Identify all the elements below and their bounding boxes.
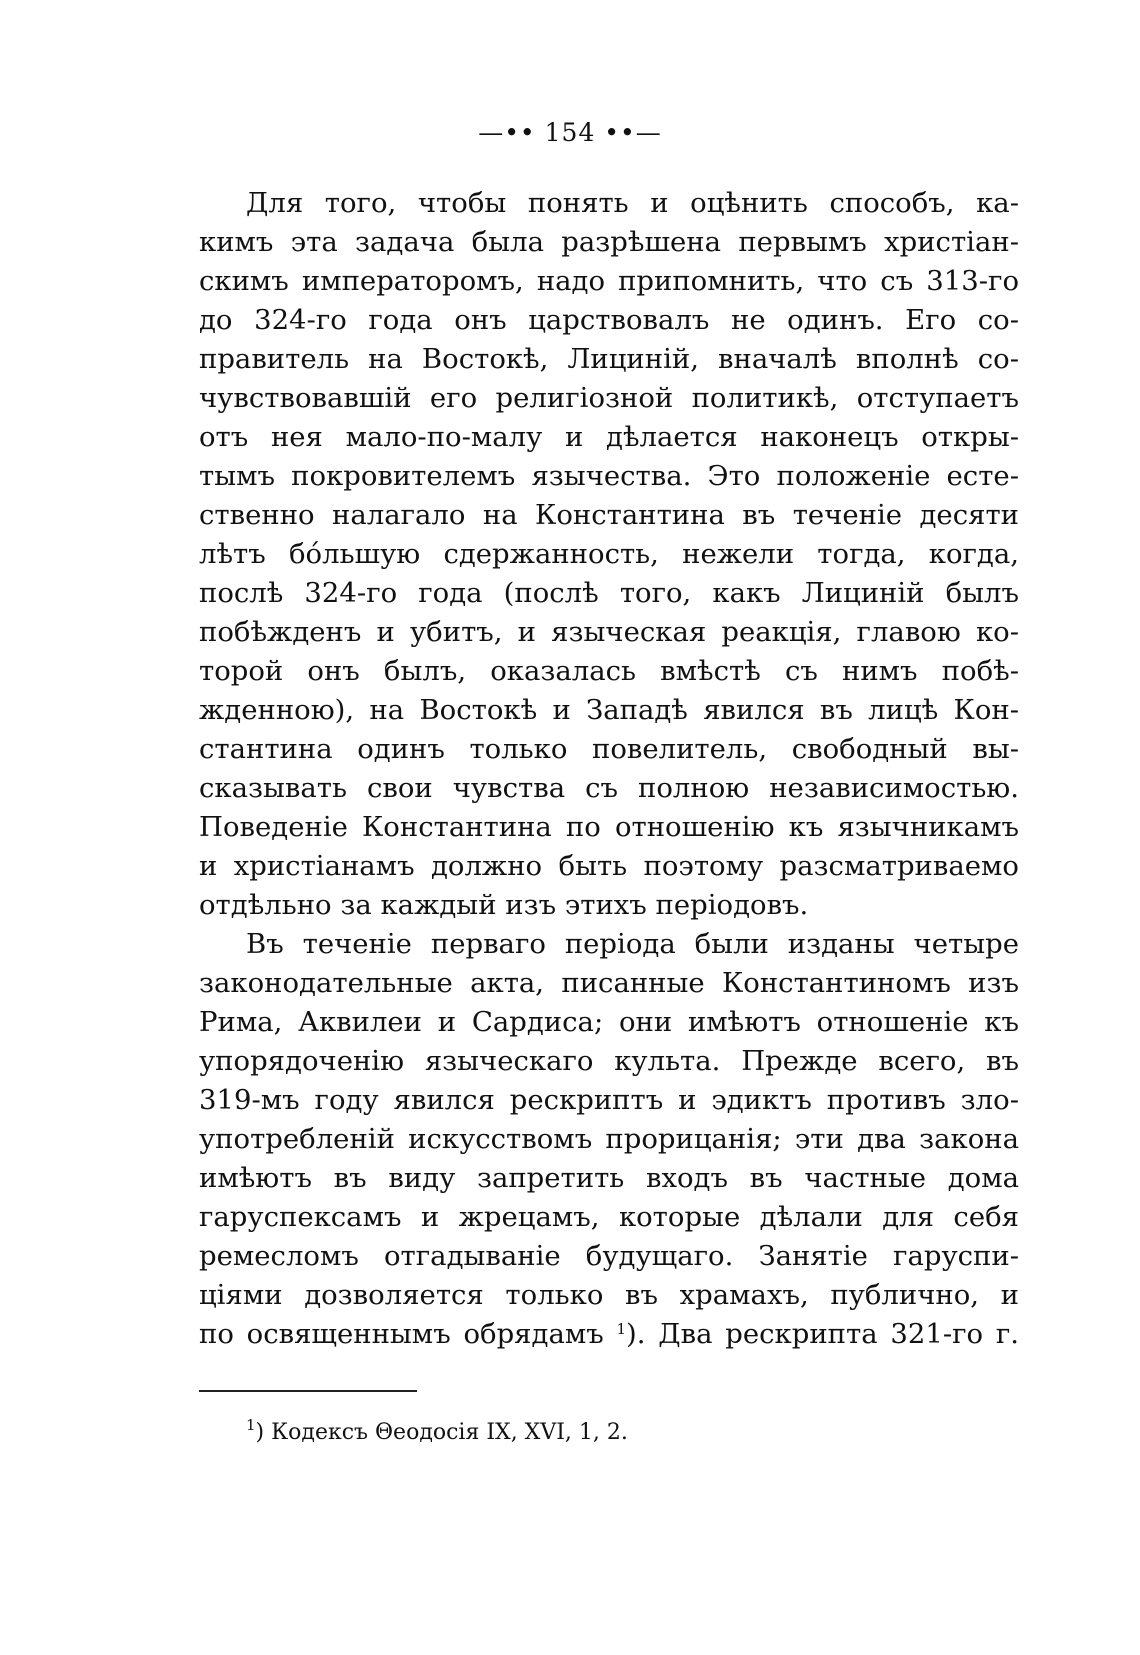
text-line: торой онъ былъ, оказалась вмѣстѣ съ нимъ побѣ- xyxy=(199,655,1019,687)
footnote-divider xyxy=(199,1390,417,1392)
main-text xyxy=(199,184,1019,1354)
footnote-text: ) Кодексъ Θеодосія IX, XVI, 1, 2. xyxy=(255,1420,628,1445)
text-line: Для того, чтобы понять и оцѣнить способъ, ка- xyxy=(246,187,1019,219)
text-line: отдѣльно за каждый изъ этихъ періодовъ. xyxy=(199,889,809,921)
text-line: Поведеніе Константина по отношенію къ язычникамъ xyxy=(199,811,1019,843)
text-line: кимъ эта задача была разрѣшена первымъ христіан- xyxy=(199,226,1019,258)
text-line: ственно налагало на Константина въ теченіе десяти xyxy=(199,499,1019,531)
text-line-with-footnote-ref xyxy=(199,1315,1019,1354)
text-line: стантина одинъ только повелитель, свободный вы- xyxy=(199,733,1019,765)
text-line: до 324-го года онъ царствовалъ не одинъ. Его со- xyxy=(199,304,1019,336)
footnote-reference[interactable]: 1 xyxy=(616,1320,627,1338)
text-line: 319-мъ году явился рескриптъ и эдиктъ противъ зло- xyxy=(199,1084,1019,1116)
text-line: ремесломъ отгадываніе будущаго. Занятіе гаруспи- xyxy=(199,1240,1019,1272)
text-line: послѣ 324-го года (послѣ того, какъ Лициній былъ xyxy=(199,577,1019,609)
text-line: Въ теченіе перваго періода были изданы четыре xyxy=(246,928,1019,960)
footnote xyxy=(246,1418,628,1448)
text-line: побѣжденъ и убитъ, и языческая реакція, главою ко- xyxy=(199,616,1019,648)
text-line: чувствовавшій его религіозной политикѣ, отступаетъ xyxy=(199,382,1019,414)
page-number: —•• 154 ••— xyxy=(478,118,662,147)
text-segment: ). Два рескрипта 321-го г. xyxy=(626,1318,1019,1350)
text-line: и христіанамъ должно быть поэтому разсматриваемо xyxy=(199,850,1019,882)
text-line: употребленій искусствомъ прорицанія; эти два закона xyxy=(199,1123,1019,1155)
text-line: правитель на Востокѣ, Лициній, вначалѣ вполнѣ со- xyxy=(199,343,1019,375)
text-line: ціями дозволяется только въ храмахъ, публично, и xyxy=(199,1279,1019,1311)
text-line: имѣютъ въ виду запретить входъ въ частные дома xyxy=(199,1162,1019,1194)
text-line: гаруспексамъ и жрецамъ, которые дѣлали для себя xyxy=(199,1201,1019,1233)
text-segment: по освященнымъ обрядамъ xyxy=(199,1318,604,1350)
text-line: лѣтъ бóльшую сдержанность, нежели тогда, когда, xyxy=(199,538,1019,570)
footnote-mark: 1 xyxy=(246,1416,256,1434)
text-line: тымъ покровителемъ язычества. Это положеніе есте- xyxy=(199,460,1019,492)
text-line: сказывать свои чувства съ полною независимостью. xyxy=(199,772,1019,804)
text-line: скимъ императоромъ, надо припомнить, что съ 313-го xyxy=(199,265,1019,297)
text-line: упорядоченію языческаго культа. Прежде всего, въ xyxy=(199,1045,1019,1077)
text-line: Рима, Аквилеи и Сардиса; они имѣютъ отношеніе къ xyxy=(199,1006,1019,1038)
text-line: законодательные акта, писанные Константиномъ изъ xyxy=(199,967,1019,999)
text-line: отъ нея мало-по-малу и дѣлается наконецъ откры- xyxy=(199,421,1019,453)
text-line: жденною), на Востокѣ и Западѣ явился въ лицѣ Кон- xyxy=(199,694,1019,726)
